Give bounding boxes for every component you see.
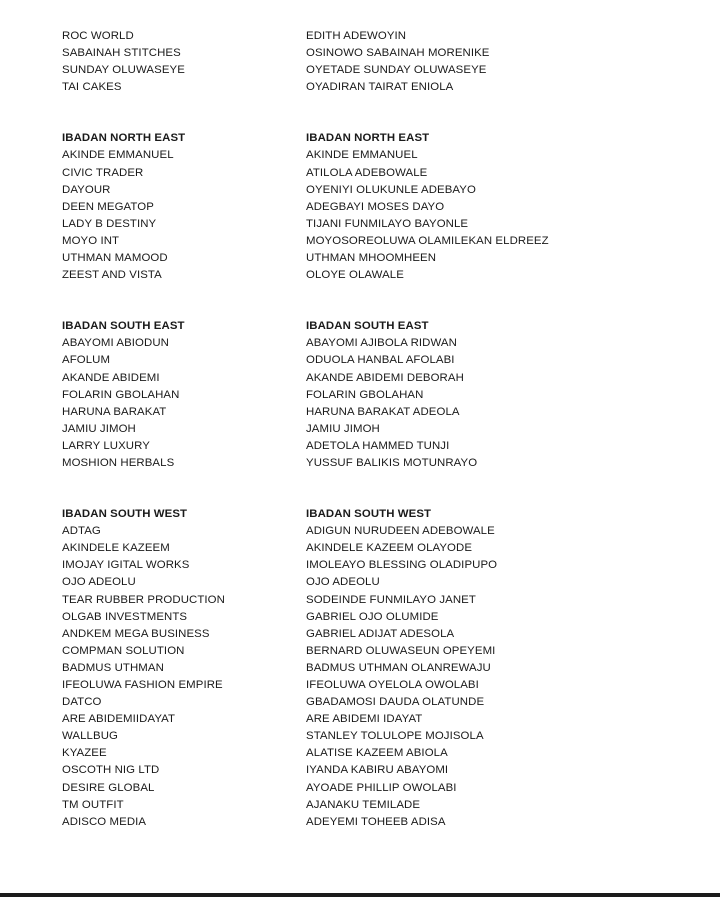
owner-name: YUSSUF BALIKIS MOTUNRAYO — [306, 456, 478, 469]
business-name: ABAYOMI ABIODUN — [62, 337, 169, 350]
owner-name: SODEINDE FUNMILAYO JANET — [306, 593, 476, 606]
list-row — [0, 694, 720, 711]
list-row — [0, 574, 720, 591]
business-name: BADMUS UTHMAN — [62, 661, 164, 674]
list-row — [0, 28, 720, 45]
business-name: DAYOUR — [62, 183, 111, 196]
business-name: JAMIU JIMOH — [62, 422, 136, 435]
owner-name: TIJANI FUNMILAYO BAYONLE — [306, 217, 469, 230]
list-row — [0, 404, 720, 421]
list-row — [0, 438, 720, 455]
owner-name: OYADIRAN TAIRAT ENIOLA — [306, 81, 454, 94]
list-row — [0, 797, 720, 814]
business-name: IMOJAY IGITAL WORKS — [62, 559, 190, 572]
owner-name: OYETADE SUNDAY OLUWASEYE — [306, 64, 487, 77]
owner-name: AKANDE ABIDEMI DEBORAH — [306, 371, 464, 384]
business-name: UTHMAN MAMOOD — [62, 252, 168, 265]
owner-name: AKINDELE KAZEEM OLAYODE — [306, 542, 473, 555]
business-name: ZEEST AND VISTA — [62, 269, 162, 282]
owner-name: IFEOLUWA OYELOLA OWOLABI — [306, 679, 479, 691]
section-heading-left: IBADAN SOUTH EAST — [62, 320, 185, 333]
business-name: AKINDELE KAZEEM — [62, 542, 170, 555]
list-row — [0, 335, 720, 352]
owner-name: IYANDA KABIRU ABAYOMI — [306, 764, 449, 777]
owner-name: JAMIU JIMOH — [306, 422, 380, 435]
owner-name: ADETOLA HAMMED TUNJI — [306, 439, 450, 452]
owner-name: ALATISE KAZEEM ABIOLA — [306, 747, 448, 760]
list-row — [0, 762, 720, 779]
list-row — [0, 387, 720, 404]
owner-name: ADEYEMI TOHEEB ADISA — [306, 815, 446, 828]
owner-name: HARUNA BARAKAT ADEOLA — [306, 405, 460, 418]
business-name: HARUNA BARAKAT — [62, 405, 167, 418]
list-row — [0, 728, 720, 745]
list-row — [0, 216, 720, 233]
owner-name: EDITH ADEWOYIN — [306, 30, 407, 42]
list-row — [0, 540, 720, 557]
owner-name: FOLARIN GBOLAHAN — [306, 388, 424, 401]
owner-name: ODUOLA HANBAL AFOLABI — [306, 354, 455, 367]
list-row — [0, 250, 720, 267]
section-heading-right: IBADAN SOUTH EAST — [306, 320, 429, 333]
owner-name: IMOLEAYO BLESSING OLADIPUPO — [306, 559, 498, 572]
business-name: ANDKEM MEGA BUSINESS — [62, 627, 210, 640]
list-row — [0, 421, 720, 438]
owner-name: BERNARD OLUWASEUN OPEYEMI — [306, 644, 496, 657]
business-name: SUNDAY OLUWASEYE — [62, 64, 185, 77]
owner-name: BADMUS UTHMAN OLANREWAJU — [306, 661, 491, 674]
business-name: ROC WORLD — [62, 30, 134, 42]
list-row — [0, 45, 720, 62]
business-name: COMPMAN SOLUTION — [62, 644, 185, 657]
list-row — [0, 62, 720, 79]
business-name: IFEOLUWA FASHION EMPIRE — [62, 679, 223, 691]
business-name: WALLBUG — [62, 730, 118, 743]
list-row — [0, 711, 720, 728]
list-row — [0, 780, 720, 797]
list-row — [0, 523, 720, 540]
list-row — [0, 609, 720, 626]
list-row — [0, 557, 720, 574]
list-row — [0, 199, 720, 216]
document-page — [0, 28, 720, 865]
owner-name: MOYOSOREOLUWA OLAMILEKAN ELDREEZ — [306, 234, 549, 247]
list-row — [0, 626, 720, 643]
list-row — [0, 165, 720, 182]
list-row — [0, 592, 720, 609]
owner-name: AKINDE EMMANUEL — [306, 149, 418, 162]
business-name: TEAR RUBBER PRODUCTION — [62, 593, 225, 606]
business-name: OSCOTH NIG LTD — [62, 764, 160, 777]
list-row — [0, 370, 720, 387]
section-heading-row — [0, 506, 720, 523]
business-name: ARE ABIDEMIIDAYAT — [62, 713, 176, 726]
business-name: MOYO INT — [62, 234, 120, 247]
owner-name: ADEGBAYI MOSES DAYO — [306, 200, 445, 213]
list-row — [0, 455, 720, 472]
name-list-section — [0, 28, 720, 96]
business-name: TM OUTFIT — [62, 798, 124, 811]
list-row — [0, 79, 720, 96]
owner-name: AJANAKU TEMILADE — [306, 798, 421, 811]
list-row — [0, 643, 720, 660]
owner-name: UTHMAN MHOOMHEEN — [306, 252, 437, 265]
list-row — [0, 660, 720, 677]
business-name: DATCO — [62, 696, 102, 709]
name-list-section — [0, 130, 720, 284]
owner-name: AYOADE PHILLIP OWOLABI — [306, 781, 457, 794]
section-heading-right: IBADAN NORTH EAST — [306, 132, 430, 145]
section-heading-row — [0, 318, 720, 335]
business-name: DESIRE GLOBAL — [62, 781, 155, 794]
owner-name: GBADAMOSI DAUDA OLATUNDE — [306, 696, 485, 709]
business-name: TAI CAKES — [62, 81, 122, 94]
business-name: ADTAG — [62, 525, 101, 538]
owner-name: ATILOLA ADEBOWALE — [306, 166, 428, 179]
business-name: AKANDE ABIDEMI — [62, 371, 160, 384]
list-row — [0, 352, 720, 369]
list-row — [0, 147, 720, 164]
section-heading-left: IBADAN NORTH EAST — [62, 132, 186, 145]
business-name: SABAINAH STITCHES — [62, 47, 181, 60]
business-name: OJO ADEOLU — [62, 576, 136, 589]
business-name: LARRY LUXURY — [62, 439, 150, 452]
section-heading-right: IBADAN SOUTH WEST — [306, 508, 432, 521]
list-row — [0, 814, 720, 831]
owner-name: GABRIEL OJO OLUMIDE — [306, 610, 439, 623]
owner-name: STANLEY TOLULOPE MOJISOLA — [306, 730, 484, 743]
owner-name: OJO ADEOLU — [306, 576, 380, 589]
name-list-section — [0, 506, 720, 831]
business-name: FOLARIN GBOLAHAN — [62, 388, 180, 401]
list-row — [0, 182, 720, 199]
business-name: KYAZEE — [62, 747, 107, 760]
business-name: AKINDE EMMANUEL — [62, 149, 174, 162]
owner-name: ADIGUN NURUDEEN ADEBOWALE — [306, 525, 495, 538]
business-name: LADY B DESTINY — [62, 217, 157, 230]
name-list-section — [0, 318, 720, 472]
business-name: OLGAB INVESTMENTS — [62, 610, 188, 623]
business-name: ADISCO MEDIA — [62, 815, 147, 828]
owner-name: GABRIEL ADIJAT ADESOLA — [306, 627, 455, 640]
business-name: AFOLUM — [62, 354, 111, 367]
business-name: CIVIC TRADER — [62, 166, 144, 179]
section-heading-left: IBADAN SOUTH WEST — [62, 508, 188, 521]
owner-name: OSINOWO SABAINAH MORENIKE — [306, 47, 490, 60]
owner-name: ARE ABIDEMI IDAYAT — [306, 713, 423, 726]
business-name: DEEN MEGATOP — [62, 200, 154, 213]
list-row — [0, 233, 720, 250]
business-name: MOSHION HERBALS — [62, 456, 175, 469]
owner-name: OYENIYI OLUKUNLE ADEBAYO — [306, 183, 476, 196]
list-row — [0, 677, 720, 694]
section-heading-row — [0, 130, 720, 147]
list-row — [0, 745, 720, 762]
owner-name: ABAYOMI AJIBOLA RIDWAN — [306, 337, 457, 350]
page-edge-divider — [0, 893, 720, 897]
owner-name: OLOYE OLAWALE — [306, 269, 404, 282]
list-row — [0, 267, 720, 284]
